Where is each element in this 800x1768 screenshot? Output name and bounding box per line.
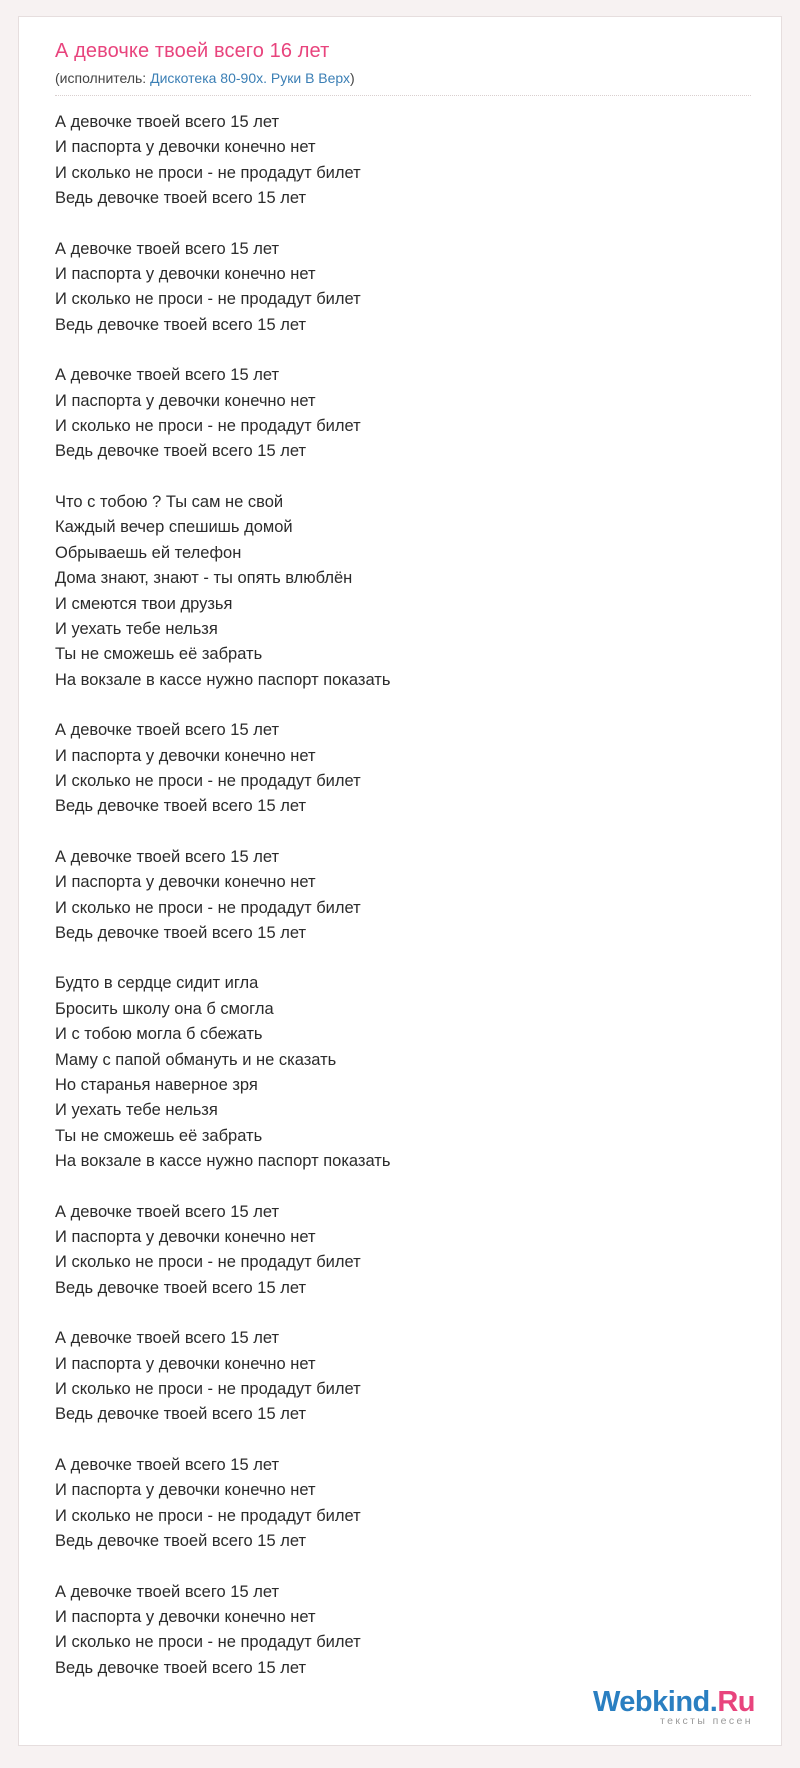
lyrics-verse	[55, 1580, 751, 1682]
lyrics-line: И сколько не проси - не продадут билет	[55, 771, 361, 790]
lyrics-line: И уехать тебе нельзя	[55, 1101, 218, 1120]
lyrics-line: И сколько не проси - не продадут билет	[55, 163, 361, 182]
lyrics-line: Обрываешь ей телефон	[55, 543, 242, 562]
lyrics-line: А девочке твоей всего 15 лет	[55, 1202, 280, 1221]
site-logo-dot: .	[709, 1686, 718, 1718]
site-logo-name: Webkind	[592, 1686, 710, 1718]
performer-line	[55, 70, 751, 96]
lyrics-line: Ведь девочке твоей всего 15 лет	[55, 1532, 307, 1551]
lyrics-line: Но старанья наверное зря	[55, 1076, 258, 1094]
lyrics-line: А девочке твоей всего 15 лет	[55, 1455, 280, 1474]
lyrics-verse	[55, 971, 751, 1174]
lyrics-verse	[55, 110, 751, 212]
lyrics-body	[55, 110, 751, 1681]
lyrics-line: А девочке твоей всего 15 лет	[55, 1582, 280, 1601]
lyrics-line: И смеются твои друзья	[55, 594, 233, 613]
lyrics-line: Ведь девочке твоей всего 15 лет	[55, 923, 307, 942]
lyrics-line: И сколько не проси - не продадут билет	[55, 417, 361, 436]
site-logo-text	[593, 1687, 755, 1717]
lyrics-line: Ведь девочке твоей всего 15 лет	[55, 1278, 307, 1297]
lyrics-line: И уехать тебе нельзя	[55, 619, 218, 638]
lyrics-line: Ты не сможешь её забрать	[55, 1126, 263, 1145]
lyrics-line: Что с тобою ? Ты сам не свой	[55, 492, 284, 511]
lyrics-verse	[55, 1326, 751, 1428]
performer-link[interactable]: Дискотека 80-90х. Руки В Верх	[150, 70, 351, 86]
site-logo[interactable]	[593, 1687, 755, 1727]
lyrics-verse	[55, 718, 751, 820]
lyrics-line: А девочке твоей всего 15 лет	[55, 847, 280, 866]
lyrics-line: Ведь девочке твоей всего 15 лет	[55, 442, 307, 461]
lyrics-line: Бросить школу она б смогла	[55, 999, 274, 1018]
lyrics-line: И сколько не проси - не продадут билет	[55, 898, 361, 917]
lyrics-line: И паспорта у девочки конечно нет	[55, 265, 316, 284]
lyrics-line: И паспорта у девочки конечно нет	[55, 391, 316, 410]
lyrics-line: А девочке твоей всего 15 лет	[55, 113, 280, 131]
lyrics-line: Ведь девочке твоей всего 15 лет	[55, 1658, 307, 1677]
site-logo-tld: Ru	[717, 1686, 755, 1718]
performer-suffix: )	[350, 70, 355, 86]
lyrics-line: И паспорта у девочки конечно нет	[55, 873, 316, 892]
lyrics-line: Дома знают, знают - ты опять влюблён	[55, 569, 353, 588]
lyrics-line: Каждый вечер спешишь домой	[55, 518, 293, 537]
lyrics-line: И паспорта у девочки конечно нет	[55, 1607, 316, 1626]
lyrics-line: И с тобою могла б сбежать	[55, 1025, 263, 1044]
lyrics-line: И сколько не проси - не продадут билет	[55, 1506, 361, 1525]
lyrics-line: На вокзале в кассе нужно паспорт показать	[55, 670, 391, 689]
page-title: А девочке твоей всего 16 лет	[55, 40, 330, 62]
lyrics-line: И паспорта у девочки конечно нет	[55, 1228, 316, 1247]
lyrics-line: И паспорта у девочки конечно нет	[55, 1481, 316, 1500]
lyrics-verse	[55, 845, 751, 947]
lyrics-sheet	[18, 16, 782, 1746]
lyrics-verse	[55, 1453, 751, 1555]
lyrics-line: Ведь девочке твоей всего 15 лет	[55, 189, 307, 208]
lyrics-verse	[55, 490, 751, 693]
lyrics-line: И сколько не проси - не продадут билет	[55, 1633, 361, 1652]
lyrics-line: Ты не сможешь её забрать	[55, 645, 263, 664]
lyrics-line: И сколько не проси - не продадут билет	[55, 1253, 361, 1272]
lyrics-line: И паспорта у девочки конечно нет	[55, 746, 316, 765]
lyrics-line: И паспорта у девочки конечно нет	[55, 138, 316, 157]
lyrics-line: А девочке твоей всего 15 лет	[55, 1329, 280, 1348]
lyrics-line: А девочке твоей всего 15 лет	[55, 366, 280, 385]
site-logo-tagline: тексты песен	[660, 1715, 753, 1727]
performer-prefix: (исполнитель:	[55, 70, 147, 86]
lyrics-verse	[55, 237, 751, 339]
lyrics-verse	[55, 363, 751, 465]
lyrics-verse	[55, 1200, 751, 1302]
lyrics-line: И сколько не проси - не продадут билет	[55, 290, 361, 309]
lyrics-line: Ведь девочке твоей всего 15 лет	[55, 315, 307, 334]
lyrics-line: И сколько не проси - не продадут билет	[55, 1380, 361, 1399]
lyrics-line: Маму с папой обмануть и не сказать	[55, 1050, 337, 1069]
lyrics-line: А девочке твоей всего 15 лет	[55, 721, 280, 740]
lyrics-line: Ведь девочке твоей всего 15 лет	[55, 797, 307, 816]
lyrics-line: Ведь девочке твоей всего 15 лет	[55, 1405, 307, 1424]
lyrics-line: А девочке твоей всего 15 лет	[55, 239, 280, 258]
lyrics-line: Будто в сердце сидит игла	[55, 974, 259, 993]
lyrics-line: На вокзале в кассе нужно паспорт показать	[55, 1152, 391, 1171]
lyrics-line: И паспорта у девочки конечно нет	[55, 1354, 316, 1373]
